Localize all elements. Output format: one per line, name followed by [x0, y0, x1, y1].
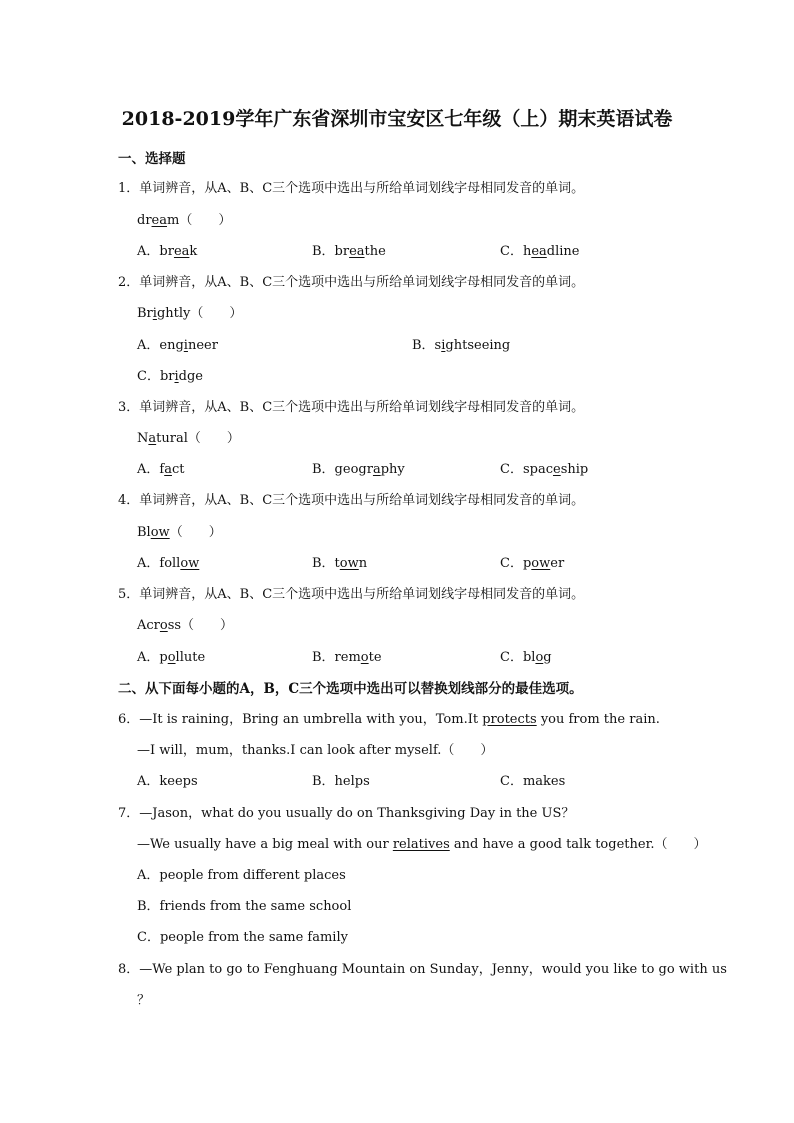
q2-option-c[interactable]: C．bridge: [137, 369, 203, 384]
q3-option-b[interactable]: B．geography: [312, 462, 405, 477]
q7-option-a[interactable]: A．people from different places: [137, 868, 346, 883]
q4-stem: 4．单词辨音，从A、B、C三个选项中选出与所给单词划线字母相同发音的单词。: [118, 493, 585, 508]
q1-option-c[interactable]: C．headline: [500, 244, 580, 259]
q4-option-a[interactable]: A．follow: [137, 556, 200, 571]
q8-line1: 8．—We plan to go to Fenghuang Mountain on Sunday，Jenny，would you like to go with us: [118, 962, 727, 977]
q5-word: Across（ ）: [137, 618, 234, 633]
q5-option-b[interactable]: B．remote: [312, 650, 382, 665]
q3-stem: 3．单词辨音，从A、B、C三个选项中选出与所给单词划线字母相同发音的单词。: [118, 400, 585, 415]
q7-option-c[interactable]: C．people from the same family: [137, 930, 348, 945]
q1-word: dream（ ）: [137, 213, 232, 228]
q1-stem: 1．单词辨音，从A、B、C三个选项中选出与所给单词划线字母相同发音的单词。: [118, 181, 585, 196]
q7-option-b[interactable]: B．friends from the same school: [137, 899, 352, 914]
q3-option-a[interactable]: A．fact: [137, 462, 185, 477]
q1-option-b[interactable]: B．breathe: [312, 244, 386, 259]
page-title: 2018-2019学年广东省深圳市宝安区七年级（上）期末英语试卷: [121, 108, 673, 130]
q4-option-b[interactable]: B．town: [312, 556, 368, 571]
q1-option-a[interactable]: A．break: [137, 244, 198, 259]
q3-option-c[interactable]: C．spaceship: [500, 462, 589, 477]
q2-stem: 2．单词辨音，从A、B、C三个选项中选出与所给单词划线字母相同发音的单词。: [118, 275, 585, 290]
q2-word: Brightly（ ）: [137, 306, 243, 321]
q5-stem: 5．单词辨音，从A、B、C三个选项中选出与所给单词划线字母相同发音的单词。: [118, 587, 585, 602]
q6-option-a[interactable]: A．keeps: [137, 774, 198, 789]
section-2-heading: 二、从下面每小题的A，B，C三个选项中选出可以替换划线部分的最佳选项。: [118, 681, 583, 697]
q3-word: Natural（ ）: [137, 431, 240, 446]
q6-option-c[interactable]: C．makes: [500, 774, 566, 789]
q6-line1: 6．—It is raining，Bring an umbrella with you，Tom.It protects you from the rain.: [118, 712, 660, 727]
q4-word: Blow（ ）: [137, 525, 222, 540]
q8-line2: ？: [137, 993, 151, 1008]
q6-line2: —I will，mum，thanks.I can look after myself.（ ）: [137, 743, 494, 758]
q6-option-b[interactable]: B．helps: [312, 774, 370, 789]
q2-option-b[interactable]: B．sightseeing: [412, 338, 511, 353]
q5-option-a[interactable]: A．pollute: [137, 650, 206, 665]
q5-option-c[interactable]: C．blog: [500, 650, 552, 665]
q7-line2: —We usually have a big meal with our relatives and have a good talk together.（ ）: [137, 837, 707, 852]
q4-option-c[interactable]: C．power: [500, 556, 565, 571]
q2-option-a[interactable]: A．engineer: [137, 338, 218, 353]
q7-line1: 7．—Jason，what do you usually do on Thanksgiving Day in the US？: [118, 806, 575, 821]
section-1-heading: 一、选择题: [118, 151, 186, 167]
